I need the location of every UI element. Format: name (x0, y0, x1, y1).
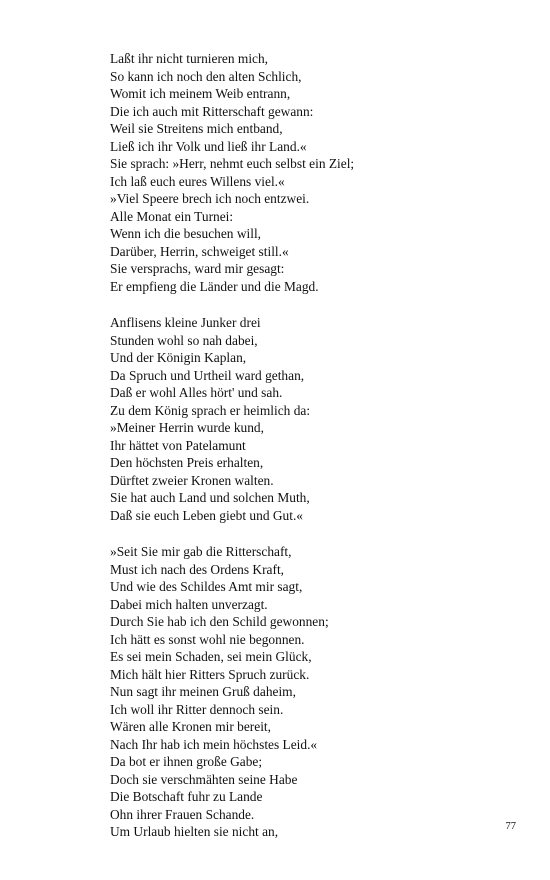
verse-line: Zu dem König sprach er heimlich da: (110, 402, 311, 418)
verse-line: Da Spruch und Urtheil ward gethan, (110, 367, 305, 383)
verse-line: Den höchsten Preis erhalten, (110, 455, 264, 470)
verse-line: Dabei mich halten unverzagt. (110, 596, 268, 612)
verse-line: Dürftet zweier Kronen walten. (110, 472, 274, 488)
verse-line: Und der Königin Kaplan, (110, 350, 247, 365)
verse-line: Da bot er ihnen große Gabe; (110, 754, 263, 769)
verse-line: Ohn ihrer Frauen Schande. (110, 806, 255, 822)
verse-line: Und wie des Schildes Amt mir sagt, (110, 579, 303, 594)
verse-line: Die Botschaft fuhr zu Lande (110, 789, 263, 804)
verse-line: Laßt ihr nicht turnieren mich, (110, 51, 269, 66)
verse-line: Daß er wohl Alles hört' und sah. (110, 385, 283, 400)
verse-line: Darüber, Herrin, schweiget still.« (110, 243, 289, 259)
page-number: 77 (505, 821, 516, 832)
verse-line: Ihr hättet von Patelamunt (110, 437, 246, 453)
verse-line: Sie versprachs, ward mir gesagt: (110, 261, 285, 276)
poem-text (110, 50, 510, 841)
verse-line: Alle Monat ein Turnei: (110, 208, 234, 224)
stanza (110, 543, 510, 841)
verse-line: Weil sie Streitens mich entband, (110, 121, 283, 136)
verse-line: Wenn ich die besuchen will, (110, 226, 262, 241)
verse-line: »Viel Speere brech ich noch entzwei. (110, 191, 310, 206)
verse-line: Mich hält hier Ritters Spruch zurück. (110, 666, 310, 682)
verse-line: Ich woll ihr Ritter dennoch sein. (110, 701, 284, 717)
verse-line: Durch Sie hab ich den Schild gewonnen; (110, 614, 329, 629)
verse-line: Ich hätt es sonst wohl nie begonnen. (110, 631, 305, 647)
verse-line: »Meiner Herrin wurde kund, (110, 420, 264, 435)
verse-line: Die ich auch mit Ritterschaft gewann: (110, 103, 314, 119)
verse-line: Ließ ich ihr Volk und ließ ihr Land.« (110, 138, 307, 154)
verse-line: Doch sie verschmähten seine Habe (110, 771, 298, 787)
verse-line: Nun sagt ihr meinen Gruß daheim, (110, 684, 296, 699)
stanza (110, 314, 510, 524)
verse-line: Sie sprach: »Herr, nehmt euch selbst ein Ziel; (110, 156, 355, 171)
verse-line: Er empfieng die Länder und die Magd. (110, 278, 319, 294)
verse-line: Stunden wohl so nah dabei, (110, 332, 258, 348)
verse-line: »Seit Sie mir gab die Ritterschaft, (110, 544, 292, 559)
verse-line: Anflisens kleine Junker drei (110, 315, 261, 330)
verse-line: Womit ich meinem Weib entrann, (110, 86, 291, 101)
verse-line: Ich laß euch eures Willens viel.« (110, 173, 285, 189)
verse-line: Es sei mein Schaden, sei mein Glück, (110, 649, 312, 664)
verse-line: Wären alle Kronen mir bereit, (110, 719, 271, 734)
verse-line: Daß sie euch Leben giebt und Gut.« (110, 507, 303, 523)
verse-line: Um Urlaub hielten sie nicht an, (110, 824, 279, 839)
verse-line: Nach Ihr hab ich mein höchstes Leid.« (110, 736, 318, 752)
stanza (110, 50, 510, 295)
verse-line: Sie hat auch Land und solchen Muth, (110, 490, 310, 505)
verse-line: Must ich nach des Ordens Kraft, (110, 561, 285, 577)
verse-line: So kann ich noch den alten Schlich, (110, 68, 302, 84)
